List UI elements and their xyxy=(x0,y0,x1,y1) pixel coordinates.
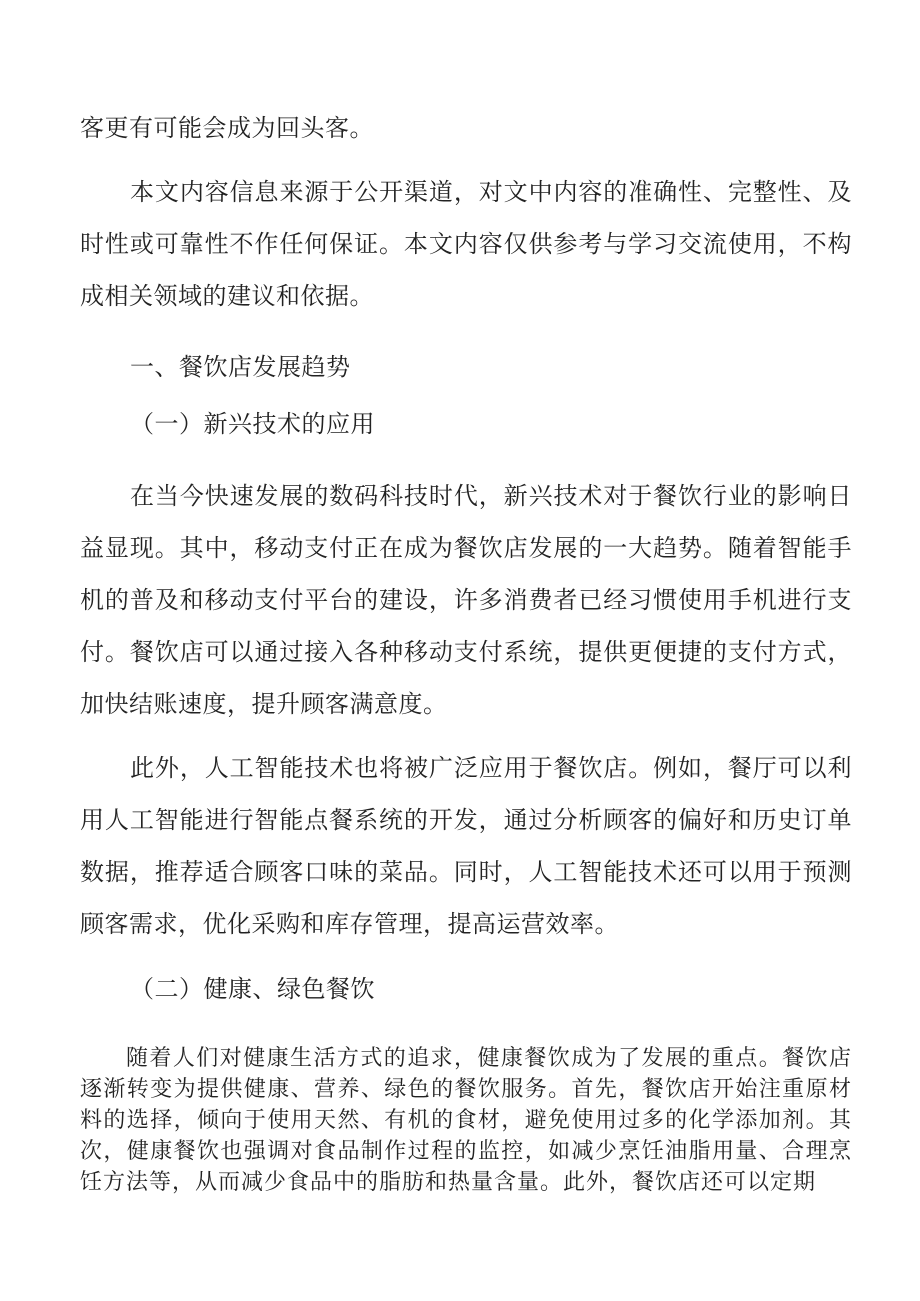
paragraph-artificial-intelligence: 此外，人工智能技术也将被广泛应用于餐饮店。例如，餐厅可以利用人工智能进行智能点餐系统的开发，通过分析顾客的偏好和历史订单数据，推荐适合顾客口味的菜品。同时，人工智能技术还可以用于预测顾客需求，优化采购和库存管理，提高运营效率。 xyxy=(80,756,852,938)
paragraph-continuation: 客更有可能会成为回头客。 xyxy=(80,116,374,142)
paragraph-healthy-dining: 随着人们对健康生活方式的追求，健康餐饮成为了发展的重点。餐饮店逐渐转变为提供健康、营养、绿色的餐饮服务。首先，餐饮店开始注重原材料的选择，倾向于使用天然、有机的食材，避免使用过多的化学添加剂。其次，健康餐饮也强调对食品制作过程的监控，如减少烹饪油脂用量、合理烹饪方法等，从而减少食品中的脂肪和热量含量。此外，餐饮店还可以定期 xyxy=(80,1045,852,1194)
paragraph-mobile-payment: 在当今快速发展的数码科技时代，新兴技术对于餐饮行业的影响日益显现。其中，移动支付正在成为餐饮店发展的一大趋势。随着智能手机的普及和移动支付平台的建设，许多消费者已经习惯使用手机进行支付。餐饮店可以通过接入各种移动支付系统，提供更便捷的支付方式，加快结账速度，提升顾客满意度。 xyxy=(80,484,852,718)
section-heading-development-trends: 一、餐饮店发展趋势 xyxy=(130,355,351,381)
subsection-heading-healthy-green-dining: （二）健康、绿色餐饮 xyxy=(130,977,375,1003)
paragraph-disclaimer: 本文内容信息来源于公开渠道，对文中内容的准确性、完整性、及时性或可靠性不作任何保证。本文内容仅供参考与学习交流使用，不构成相关领域的建议和依据。 xyxy=(80,180,852,310)
subsection-heading-new-technology: （一）新兴技术的应用 xyxy=(130,412,375,438)
